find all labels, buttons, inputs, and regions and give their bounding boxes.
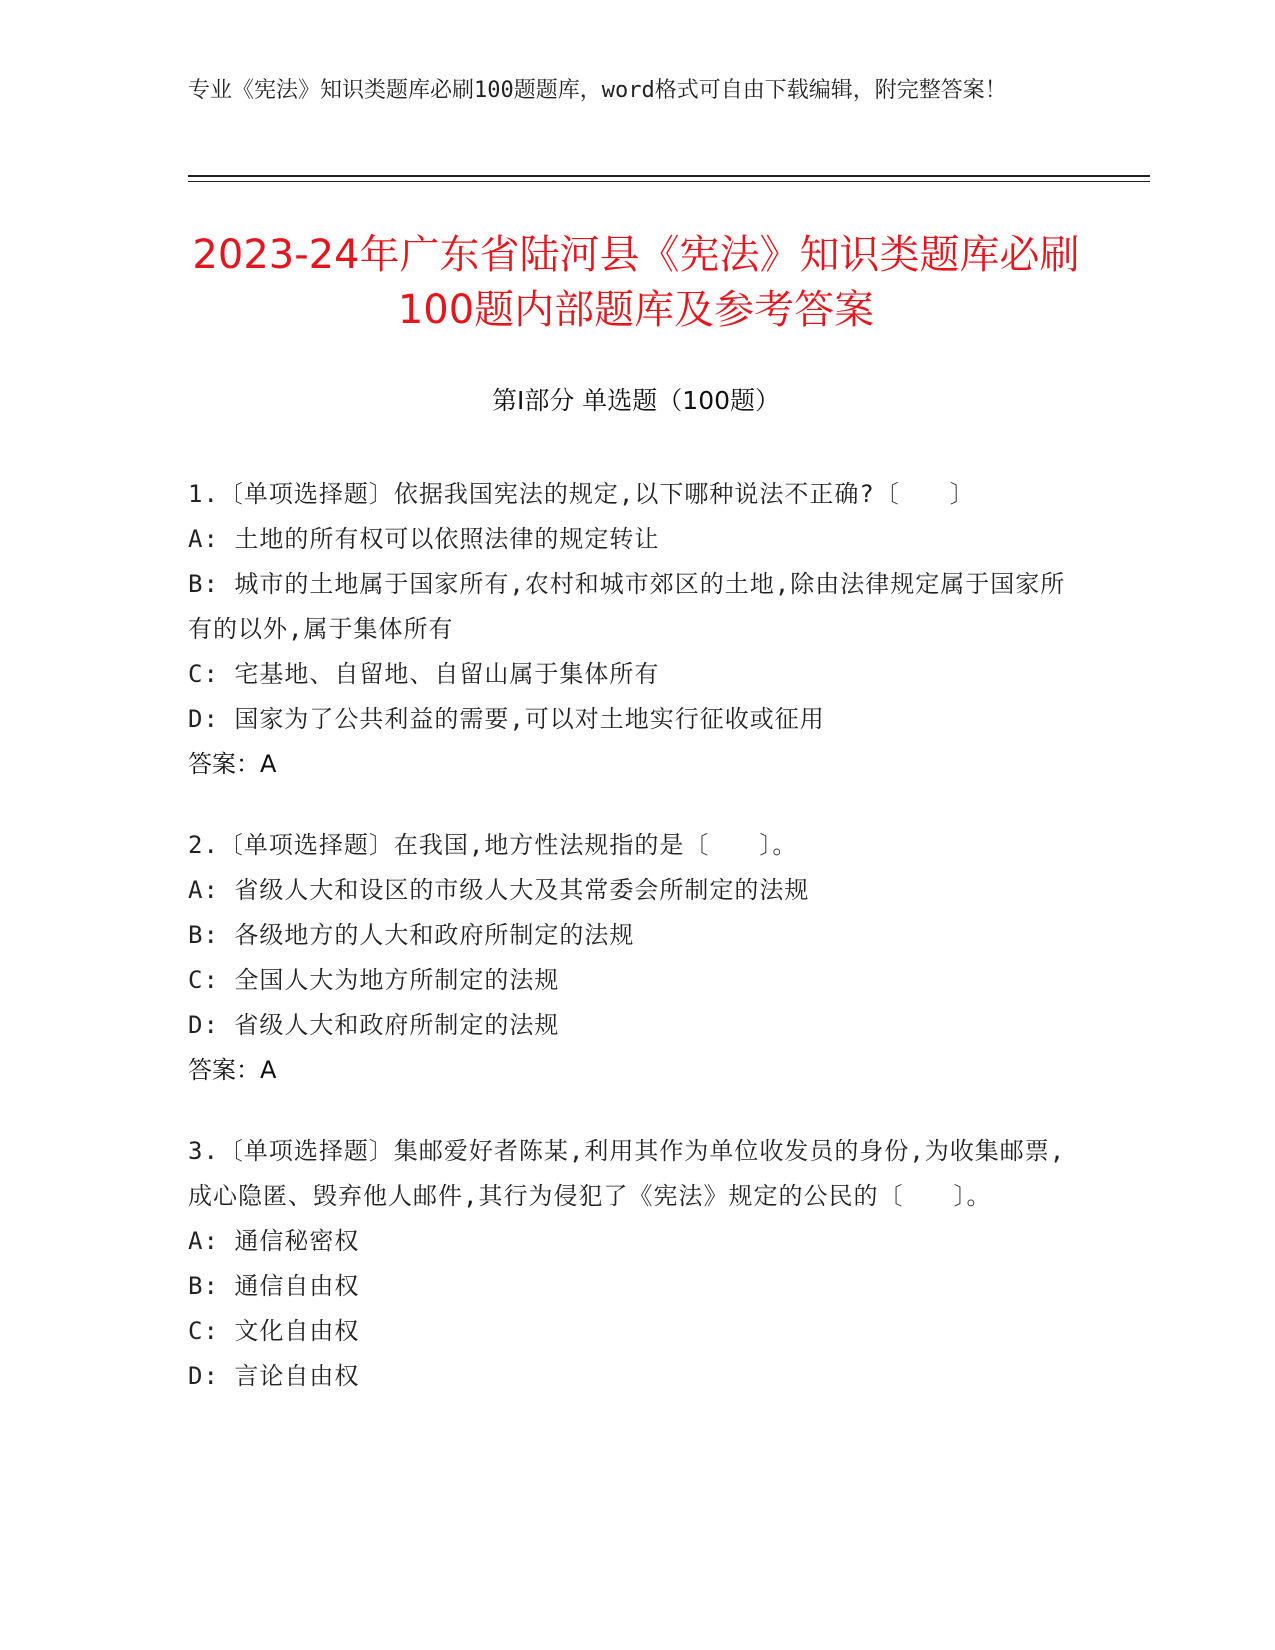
header-rule-thick: [188, 175, 1150, 177]
document-title: 2023-24年广东省陆河县《宪法》知识类题库必刷100题内部题库及参考答案: [192, 232, 1080, 333]
option-c: C: 全国人大为地方所制定的法规: [188, 966, 560, 994]
option-a: A: 通信秘密权: [188, 1227, 360, 1255]
option-c: C: 文化自由权: [188, 1317, 360, 1345]
question-2: [188, 823, 1068, 1093]
option-b: B: 通信自由权: [188, 1272, 360, 1300]
option-d: D: 言论自由权: [188, 1362, 360, 1390]
option-a: A: 省级人大和设区的市级人大及其常委会所制定的法规: [188, 876, 810, 904]
question-stem: 1.〔单项选择题〕依据我国宪法的规定,以下哪种说法不正确?〔 〕: [188, 480, 975, 508]
option-d: D: 国家为了公共利益的需要,可以对土地实行征收或征用: [188, 705, 825, 733]
question-list: [188, 472, 1068, 1435]
option-c: C: 宅基地、自留地、自留山属于集体所有: [188, 660, 660, 688]
answer: 答案：A: [188, 1056, 277, 1084]
header-rule-thin: [188, 181, 1150, 182]
question-stem: 3.〔单项选择题〕集邮爱好者陈某,利用其作为单位收发员的身份,为收集邮票,成心隐匿、毁弃他人邮件,其行为侵犯了《宪法》规定的公民的〔 〕。: [188, 1137, 1066, 1210]
header-note: 专业《宪法》知识类题库必刷100题题库，word格式可自由下载编辑，附完整答案！: [188, 78, 1007, 103]
section-title: 第Ⅰ部分 单选题（100题）: [491, 386, 781, 415]
option-a: A: 土地的所有权可以依照法律的规定转让: [188, 525, 660, 553]
answer: 答案：A: [188, 750, 277, 778]
option-b: B: 各级地方的人大和政府所制定的法规: [188, 921, 635, 949]
option-b: B: 城市的土地属于国家所有,农村和城市郊区的土地,除由法律规定属于国家所有的以外,属于集体所有: [188, 570, 1066, 643]
option-d: D: 省级人大和政府所制定的法规: [188, 1011, 560, 1039]
question-stem: 2.〔单项选择题〕在我国,地方性法规指的是〔 〕。: [188, 831, 798, 859]
question-3: [188, 1129, 1068, 1399]
question-1: [188, 472, 1068, 787]
